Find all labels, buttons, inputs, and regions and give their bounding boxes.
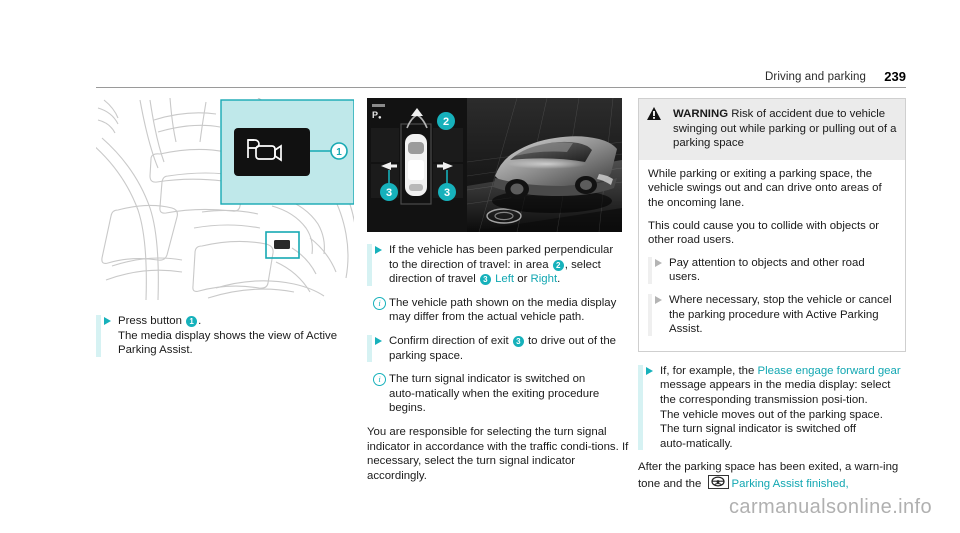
warning-bullet-1 — [648, 256, 896, 285]
running-header — [96, 60, 906, 88]
figure2-badge-2: 2 — [442, 116, 450, 128]
warning-bullet-text: Where necessary, stop the vehicle or cancel the parking procedure with Active Parking Assist. — [669, 293, 892, 336]
step-accent-bar — [367, 244, 372, 286]
paragraph-turn-signal-responsibility: You are responsible for selecting the turn signal indicator in accordance with the traffic condi‑tions. If necessary, select the turn signal indicator accordingly. — [367, 425, 629, 482]
media-display-art — [367, 98, 622, 232]
step-text — [389, 243, 629, 287]
svg-text:P: P — [372, 110, 379, 120]
step-text — [118, 314, 358, 358]
perp-line-3a: direction of travel — [389, 273, 479, 286]
note-turn-signal — [367, 372, 629, 416]
step-confirm-exit — [367, 334, 629, 363]
press-button-period: . — [198, 315, 202, 327]
display-message-parking-finished: Parking Assist finished, — [731, 477, 849, 490]
warning-paragraph-1: While parking or exiting a parking space, the vehicle swings out and can drive onto areas of the oncoming lane. — [648, 167, 882, 209]
press-button-label: Press button — [118, 315, 186, 327]
triangle-bullet-icon — [375, 337, 382, 345]
engage-line-c: The vehicle moves out of the parking space. — [660, 408, 883, 421]
parking-assist-icon — [708, 475, 729, 489]
warning-label: WARNING — [673, 108, 729, 120]
inline-badge-1: 1 — [186, 316, 197, 327]
option-left[interactable]: Left — [495, 273, 515, 286]
paragraph-after-exit — [638, 460, 906, 491]
step-accent-bar — [638, 365, 643, 451]
perp-line-1: If the vehicle has been parked perpendicular — [389, 244, 614, 256]
warning-bullet-2 — [648, 293, 896, 337]
column-one — [96, 98, 358, 367]
warning-body — [639, 160, 905, 351]
engage-line-d: The turn signal indicator is switched off auto‑matically. — [660, 423, 857, 450]
warning-box — [638, 98, 906, 352]
info-icon: i — [373, 297, 386, 310]
display-message-engage-gear: Please engage forward gear — [757, 364, 901, 377]
after-exit-text: After the parking space has been exited, a warn‑ing tone and the — [638, 461, 899, 490]
conjunction-or: or — [514, 273, 531, 286]
warning-triangle-icon — [647, 107, 661, 120]
media-display-line-2: Parking Assist. — [118, 344, 193, 357]
section-title: Driving and parking — [765, 71, 866, 83]
media-display-line-1: The media display shows the view of Active — [118, 329, 338, 342]
step-accent-bar — [96, 315, 101, 357]
console-line-art — [96, 98, 354, 302]
triangle-bullet-icon — [655, 296, 662, 304]
figure2-badge-3-left: 3 — [385, 187, 393, 199]
step-press-button — [96, 314, 358, 358]
perp-line-2b: , select — [564, 258, 601, 271]
perp-line-2a: to the direction of travel: in area — [389, 258, 552, 271]
step-text — [660, 364, 906, 452]
option-right[interactable]: Right — [530, 273, 558, 286]
step-text — [389, 334, 629, 363]
inline-badge-2: 2 — [553, 260, 564, 271]
column-three — [638, 98, 906, 500]
triangle-bullet-icon — [375, 246, 382, 254]
triangle-bullet-icon — [655, 259, 662, 267]
engage-text-b: message appears in the media display: select the corresponding transmission posi‑tion. — [660, 379, 891, 406]
inline-badge-3: 3 — [480, 274, 491, 285]
triangle-bullet-icon — [646, 367, 653, 375]
figure-center-console — [96, 98, 354, 302]
step-engage-forward-gear — [638, 364, 906, 452]
step-accent-bar — [367, 335, 372, 362]
perp-line-3b: . — [557, 273, 561, 286]
note-text: The vehicle path shown on the media display may differ from the actual vehicle path. — [389, 296, 617, 324]
warning-paragraph-2: This could cause you to collide with objects or other road users. — [648, 219, 880, 247]
warning-header — [639, 99, 905, 160]
ego-vehicle-topview — [405, 134, 427, 196]
header-divider — [96, 87, 906, 88]
engage-text-a: If, for example, the — [660, 364, 758, 377]
confirm-text-a: Confirm direction of exit — [389, 334, 512, 347]
warning-accent-bar — [648, 294, 652, 336]
step-perpendicular-parking — [367, 243, 629, 287]
note-vehicle-path — [367, 296, 629, 325]
info-icon: i — [373, 373, 386, 386]
triangle-bullet-icon — [104, 317, 111, 325]
inline-badge-3b: 3 — [513, 336, 524, 347]
page-number: 239 — [884, 69, 906, 84]
confirm-text-b: to drive out of the parking space. — [389, 334, 616, 362]
watermark: carmanualsonline.info — [729, 496, 932, 518]
figure-media-display — [367, 98, 622, 232]
figure2-badge-3-right: 3 — [443, 187, 451, 199]
warning-accent-bar — [648, 257, 652, 284]
warning-headline — [673, 107, 897, 151]
figure1-badge-1: 1 — [336, 147, 342, 158]
svg-text:●: ● — [378, 115, 382, 121]
column-two — [367, 98, 629, 492]
note-text: The turn signal indicator is switched on auto‑matically when the exiting procedure begins. — [389, 373, 600, 415]
warning-bullet-text: Pay attention to objects and other road users. — [669, 256, 865, 284]
warning-headline-text: Risk of accident due to vehicle swinging out while parking or pulling out of a parking space — [673, 108, 897, 150]
